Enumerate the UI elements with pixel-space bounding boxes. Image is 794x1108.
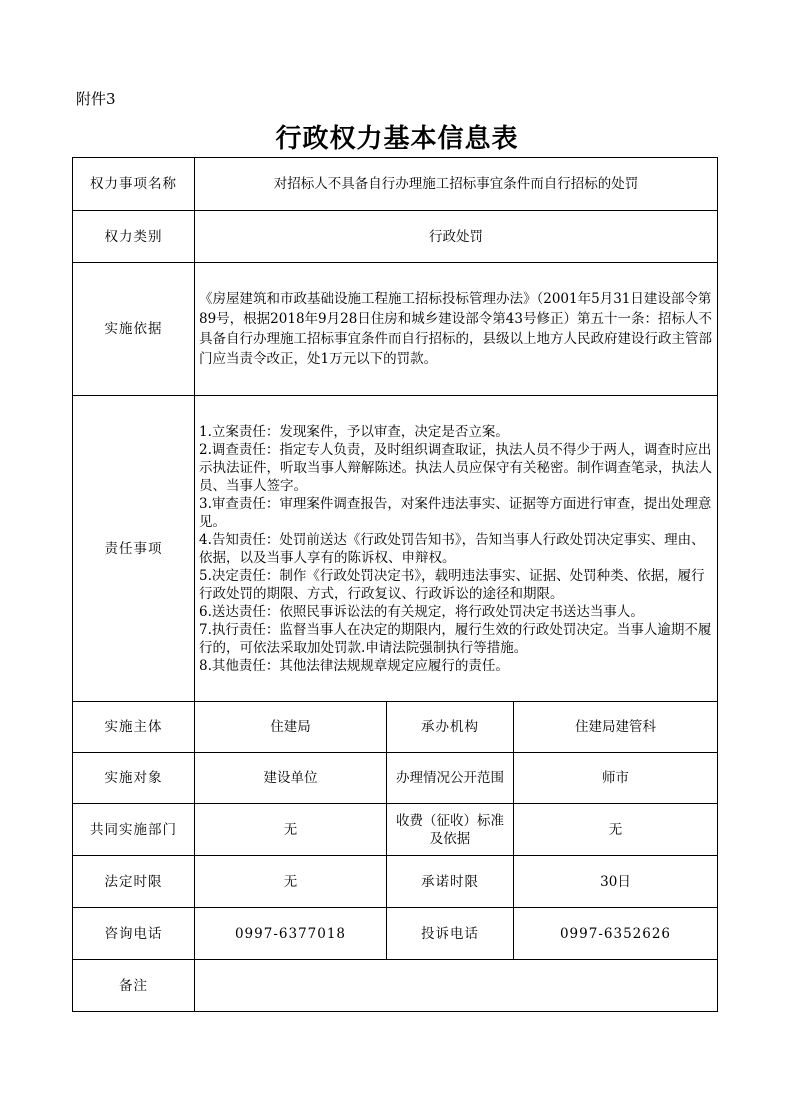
label-agency: 承办机构 [387, 702, 514, 753]
value-deadline: 无 [195, 856, 387, 908]
attachment-label: 附件3 [76, 90, 116, 108]
responsibility-item: 6.送达责任：依照民事诉讼法的有关规定，将行政处罚决定书送达当事人。 [199, 603, 644, 620]
row-type [73, 211, 718, 263]
responsibility-item: 8.其他责任：其他法律法规规章规定应履行的责任。 [199, 657, 509, 674]
responsibility-item: 4.告知责任：处罚前送达《行政处罚告知书》，告知当事人行政处罚决定事实、理由、依据，以及当事人享有的陈诉权、申辩权。 [199, 531, 705, 566]
label-consult-phone: 咨询电话 [73, 908, 195, 960]
label-type: 权力类别 [73, 211, 195, 263]
label-scope: 办理情况公开范围 [387, 753, 514, 804]
value-name: 对招标人不具备自行办理施工招标事宜条件而自行招标的处罚 [195, 158, 718, 211]
label-joint: 共同实施部门 [73, 804, 195, 856]
value-promise: 30日 [514, 856, 718, 908]
value-scope: 师市 [514, 753, 718, 804]
label-complaint-phone: 投诉电话 [387, 908, 514, 960]
label-remark: 备注 [73, 960, 195, 1012]
label-name: 权力事项名称 [73, 158, 195, 211]
label-fee: 收费（征收）标准及依据 [387, 804, 514, 856]
label-subject: 实施主体 [73, 702, 195, 753]
value-fee: 无 [514, 804, 718, 856]
row-basis [73, 263, 718, 396]
value-consult-phone: 0997-6377018 [195, 908, 387, 960]
page-title: 行政权力基本信息表 [275, 124, 519, 154]
info-table [72, 157, 718, 1012]
row-deadline [73, 856, 718, 908]
responsibility-item: 1.立案责任：发现案件，予以审查，决定是否立案。 [199, 423, 509, 440]
responsibility-item: 2.调查责任：指定专人负责，及时组织调查取证，执法人员不得少于两人，调查时应出示执法证件，听取当事人辩解陈述。执法人员应保守有关秘密。制作调查笔录，执法人员、当事人签字。 [199, 441, 712, 494]
value-complaint-phone: 0997-6352626 [514, 908, 718, 960]
value-responsibility [195, 396, 718, 702]
row-name [73, 158, 718, 211]
value-remark [195, 960, 718, 1012]
row-target [73, 753, 718, 804]
label-deadline: 法定时限 [73, 856, 195, 908]
label-target: 实施对象 [73, 753, 195, 804]
responsibility-item: 3.审查责任：审理案件调查报告，对案件违法事实、证据等方面进行审查，提出处理意见。 [199, 495, 712, 530]
label-basis: 实施依据 [73, 263, 195, 396]
row-subject [73, 702, 718, 753]
value-subject: 住建局 [195, 702, 387, 753]
row-remark [73, 960, 718, 1012]
label-responsibility: 责任事项 [73, 396, 195, 702]
row-responsibility [73, 396, 718, 702]
value-agency: 住建局建管科 [514, 702, 718, 753]
label-promise: 承诺时限 [387, 856, 514, 908]
value-type: 行政处罚 [195, 211, 718, 263]
value-basis: 《房屋建筑和市政基础设施工程施工招标投标管理办法》（2001年5月31日建设部令第89号，根据2018年9月28日住房和城乡建设部令第43号修正）第五十一条：招标人不具备自行办理施工招标事宜条件而自行招标的，县级以上地方人民政府建设行政主管部门应当责令改正，处1万元以下的罚款。 [195, 263, 718, 396]
value-joint: 无 [195, 804, 387, 856]
responsibility-item: 7.执行责任：监督当事人在决定的期限内，履行生效的行政处罚决定。当事人逾期不履行的，可依法采取加处罚款.申请法院强制执行等措施。 [199, 621, 712, 656]
value-target: 建设单位 [195, 753, 387, 804]
row-phone [73, 908, 718, 960]
row-joint [73, 804, 718, 856]
responsibility-item: 5.决定责任：制作《行政处罚决定书》，载明违法事实、证据、处罚种类、依据，履行行政处罚的期限、方式，行政复议、行政诉讼的途径和期限。 [199, 567, 705, 602]
